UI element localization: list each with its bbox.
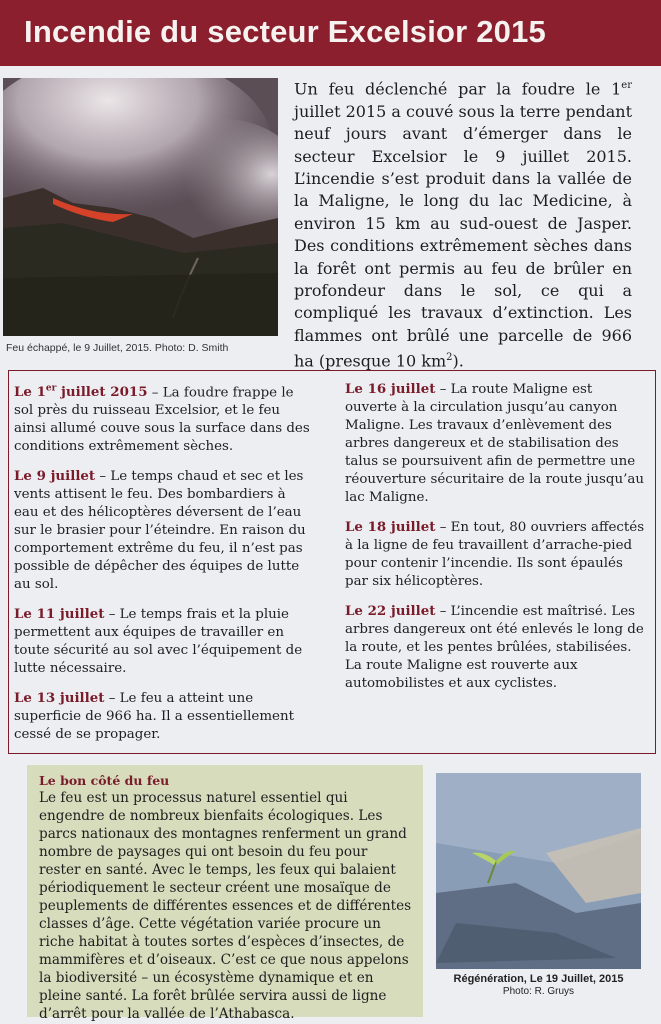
page-title: Incendie du secteur Excelsior 2015 (24, 14, 546, 49)
title-banner (0, 0, 661, 66)
photo-credit: Photo: R. Gruys (502, 986, 575, 997)
timeline-date: Le 9 juillet (14, 468, 96, 485)
intro-paragraph: Un feu déclenché par la foudre le 1er juillet 2015 a couvé sous la terre pendant neuf jours avant d’émerger dans le secteur Excelsior le 9 juillet 2015. L’incendie s’est produit dans la vallée de la Maligne, le long du lac Medicine, à environ 15 km au sud-ouest de Jasper. Des conditions extrêmement sèches dans la forêt ont permis au feu de brûler en profondeur dans le sol, ce qui a compliqué les travaux d’extinction. Les flammes ont brûlé une parcelle de 966 ha (presque 10 $km^2$). (294, 79, 632, 371)
bright-side-panel (27, 765, 423, 1022)
timeline-date: Le 16 juillet (345, 381, 436, 397)
timeline-entry: Le 9 juillet – Le temps chaud et sec et les vents attisent le feu. Des bombardiers à eau et des hélicoptères déversent de l’eau sur le brasier pour l’éteindre. En raison du comportement extrême du feu, il n’est pas possible de dépêcher des équipes de lutte au sol. (14, 468, 306, 593)
timeline-left-column (14, 380, 314, 755)
timeline-entry: Le 13 juillet – Le feu a atteint une superficie de 966 ha. Il a essentiellement cessé de se propager. (14, 690, 294, 743)
timeline-entry: Le 16 juillet – La route Maligne est ouverte à la circulation jusqu’au canyon Maligne. Les travaux d’enlèvement des arbres dangereux et de stabilisation des talus se poursuivent afin de permettre une réouverture sécuritaire de la route jusqu’au lac Maligne. (345, 381, 644, 505)
timeline-entry: Le 22 juillet – L’incendie est maîtrisé. Les arbres dangereux ont été enlevés le long de la route, et les pentes brûlées, stabilisées. La route Maligne est rouverte aux automobilistes et aux cyclistes. (345, 603, 644, 691)
wildfire-photo (3, 78, 278, 336)
timeline-entry: Le 11 juillet – Le temps frais et la pluie permettent aux équipes de travailler en toute sécurité au sol avec l’équipement de lutte nécessaire. (14, 606, 303, 677)
bright-side-heading: Le bon côté du feu (39, 773, 170, 788)
timeline-date: Le 1er juillet 2015 (14, 384, 148, 401)
timeline-entry: Le 1er juillet 2015 – La foudre frappe le sol près du ruisseau Excelsior, et le feu ainsi allumé couve sous la surface dans des conditions extrêmement sèches. (14, 384, 310, 455)
timeline-right-column (345, 380, 645, 704)
timeline-date: Le 11 juillet (14, 606, 105, 623)
timeline-entry: Le 18 juillet – En tout, 80 ouvriers affectés à la ligne de feu travaillent d’arrache-pied pour contenir l’incendie. Ils sont épaulés par six hélicoptères. (345, 519, 645, 589)
timeline-date: Le 22 juillet (345, 603, 436, 619)
regeneration-caption: Régénération, Le 19 Juillet, 2015 (453, 973, 624, 985)
timeline-date: Le 18 juillet (345, 519, 436, 535)
bright-side-body: Le feu est un processus naturel essentiel qui engendre de nombreux bienfaits écologiques. Les parcs nationaux des montagnes renferment un grand nombre de paysages qui ont besoin du feu pour rester en santé. Avec le temps, les feux qui balaient périodiquement le secteur créent une mosaïque de peuplements de différentes essences et de différentes classes d’âge. Cette végétation variée procure un riche habitat à toutes sortes d’espèces d’insectes, de mammifères et d’oiseaux. C’est ce que nous appelons la biodiversité – un écosystème dynamique et en pleine santé. La forêt brûlée servira aussi de ligne d’arrêt pour la vallée de l’Athabasca. (39, 790, 412, 1022)
bottom-photo-caption (436, 973, 641, 997)
timeline-date: Le 13 juillet (14, 690, 105, 707)
timeline-box (8, 370, 656, 754)
regeneration-photo (436, 773, 641, 969)
top-photo-caption: Feu échappé, le 9 Juillet, 2015. Photo: D. Smith (6, 342, 229, 354)
